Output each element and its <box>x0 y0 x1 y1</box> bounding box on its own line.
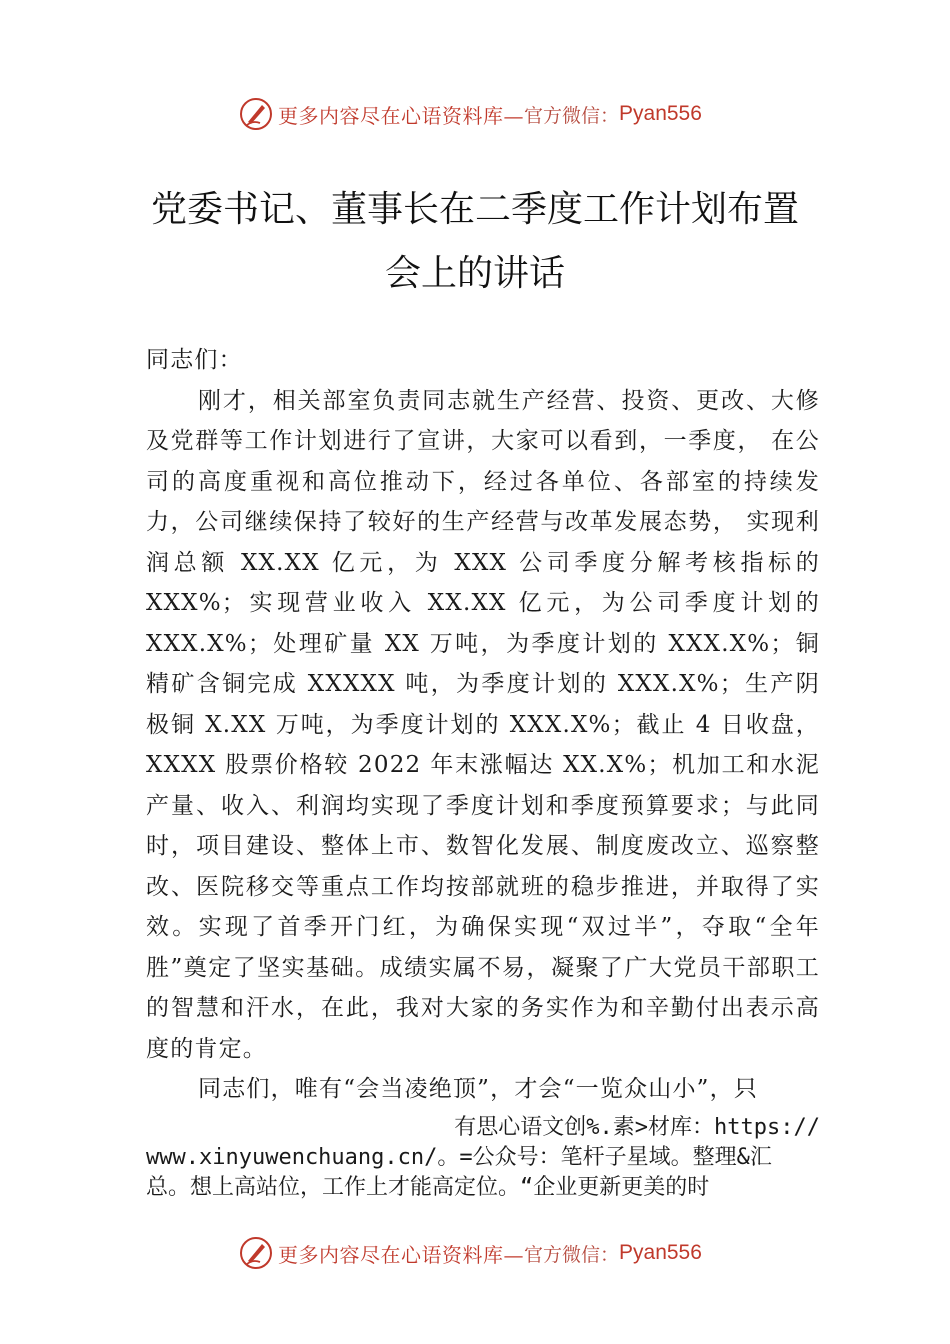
document-title <box>120 178 830 306</box>
banner-text: 更多内容尽在心语资料库— <box>278 103 524 128</box>
footer-text-block <box>146 1113 820 1203</box>
salutation: 同志们： <box>146 347 243 373</box>
header-banner <box>238 94 758 134</box>
banner-wechat-label: 官方微信： <box>524 104 620 127</box>
pen-logo-icon <box>238 96 274 132</box>
document-body <box>146 340 820 1110</box>
banner-wechat-id: Pyan556 <box>619 102 702 125</box>
footer-line-1: 有思心语文创%.素>材库：https:// <box>454 1115 820 1140</box>
footer-banner <box>238 1233 758 1273</box>
title-line-1: 党委书记、董事长在二季度工作计划布置 <box>150 189 799 230</box>
pen-logo-icon <box>238 1235 274 1271</box>
paragraph-1: 刚才，相关部室负责同志就生产经营、投资、更改、大修及党群等工作计划进行了宣讲，大家可以看到，一季度， 在公司的高度重视和高位推动下，经过各单位、各部室的持续发力，公司继续保持了较好的生产经营与改革发展态势， 实现利润总额 XX.XX 亿元，为 XXX 公司季度分解考核指标的 XXX%；实现营业收入 XX.XX 亿元，为公司季度计划的 XXX.X%；处理矿量 XX 万吨，为季度计划的 XXX.X%；铜精矿含铜完成 XXXXX 吨，为季度计划的 XXX.X%；生产阴极铜 X.XX 万吨，为季度计划的 XXX.X%；截止 4 日收盘， XXXX 股票价格较 2022 年末涨幅达 XX.X%；机加工和水泥产量、收入、利润均实现了季度计划和季度预算要求；与此同时，项目建设、整体上市、数智化发展、制度废改立、巡察整改、医院移交等重点工作均按部就班的稳步推进，并取得了实效。实现了首季开门红，为确保实现“双过半”，夺取“全年胜”奠定了坚实基础。成绩实属不易，凝聚了广大党员干部职工的智慧和汗水，在此，我对大家的务实作为和辛勤付出表示高度的肯定。 <box>146 387 820 1062</box>
banner-wechat-id: Pyan556 <box>619 1241 702 1264</box>
footer-line-2: www.xinyuwenchuang.cn/。=公众号：笔杆子星域。整理&汇 <box>146 1145 772 1170</box>
banner-text: 更多内容尽在心语资料库— <box>278 1242 524 1267</box>
paragraph-2: 同志们，唯有“会当凌绝顶”，才会“一览众山小”，只 <box>198 1076 759 1102</box>
banner-wechat-label: 官方微信： <box>524 1243 620 1266</box>
footer-line-3: 总。想上高站位，工作上才能高定位。“企业更新更美的时 <box>146 1175 710 1200</box>
title-line-2: 会上的讲话 <box>384 253 565 294</box>
